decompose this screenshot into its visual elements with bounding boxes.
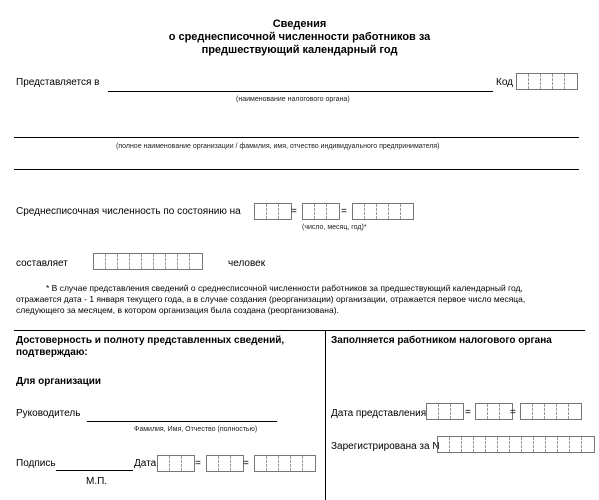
headcount-year-cells[interactable] xyxy=(352,203,414,220)
head-name-field[interactable] xyxy=(87,421,277,422)
footnote-line2: отражается дата - 1 января текущего года, а в случае создания (реорганизации) организации, отражается первое число месяца, xyxy=(16,294,526,304)
for-organization-label: Для организации xyxy=(16,376,102,387)
head-label: Руководитель xyxy=(16,408,81,419)
org-name-field-line1[interactable] xyxy=(14,137,579,138)
headcount-month-cells[interactable] xyxy=(302,203,340,220)
code-label: Код xyxy=(496,77,514,88)
headcount-day-cells[interactable] xyxy=(254,203,292,220)
headcount-date-caption: (число, месяц, год)* xyxy=(302,224,367,231)
date-separator: = xyxy=(510,407,516,418)
signature-label: Подпись xyxy=(16,458,56,469)
amount-label: составляет xyxy=(16,258,68,269)
signature-year-cells[interactable] xyxy=(254,455,316,472)
form-title-line3: предшествующий календарный год xyxy=(201,44,398,56)
date-separator: = xyxy=(465,407,471,418)
date-label: Дата xyxy=(134,458,157,469)
submission-date-label: Дата представления xyxy=(331,408,427,419)
tax-office-heading: Заполняется работником налогового органа xyxy=(331,335,552,346)
submission-month-cells[interactable] xyxy=(475,403,513,420)
submission-year-cells[interactable] xyxy=(520,403,582,420)
org-name-field-line2[interactable] xyxy=(14,169,579,170)
confirmation-heading-line1: Достоверность и полноту представленных сведений, xyxy=(16,335,285,346)
section-divider xyxy=(14,330,585,331)
headcount-as-of-label: Среднесписочная численность по состоянию на xyxy=(16,206,241,217)
column-divider xyxy=(325,330,326,500)
headcount-amount-cells[interactable] xyxy=(93,253,203,270)
presented-to-label: Представляется в xyxy=(16,77,100,88)
tax-authority-code-cells[interactable] xyxy=(516,73,578,90)
tax-authority-caption: (наименование налогового органа) xyxy=(236,96,350,103)
persons-unit-label: человек xyxy=(228,258,266,269)
date-separator: = xyxy=(341,206,347,217)
signature-month-cells[interactable] xyxy=(206,455,244,472)
footnote-line1: * В случае представления сведений о среднесписочной численности работников за предшествующий календарный год, xyxy=(46,283,523,293)
form-title-line2: о среднесписочной численности работников за xyxy=(168,31,431,43)
confirmation-heading-line2: подтверждаю: xyxy=(16,347,88,358)
signature-day-cells[interactable] xyxy=(157,455,195,472)
date-separator: = xyxy=(243,458,249,469)
submission-day-cells[interactable] xyxy=(426,403,464,420)
registered-number-label: Зарегистрирована за N xyxy=(331,441,440,452)
head-name-caption: Фамилия, Имя, Отчество (полностью) xyxy=(134,426,258,433)
date-separator: = xyxy=(291,206,297,217)
signature-field[interactable] xyxy=(56,470,133,471)
registration-number-cells[interactable] xyxy=(437,436,595,453)
org-name-caption: (полное наименование организации / фамилия, имя, отчество индивидуального предпринимателя) xyxy=(116,143,440,150)
date-separator: = xyxy=(195,458,201,469)
stamp-label: М.П. xyxy=(86,476,108,487)
form-title-line1: Сведения xyxy=(272,18,327,30)
tax-authority-field[interactable] xyxy=(108,91,493,92)
footnote-line3: следующего за месяцем, в котором организация была создана (реорганизована). xyxy=(16,305,339,315)
